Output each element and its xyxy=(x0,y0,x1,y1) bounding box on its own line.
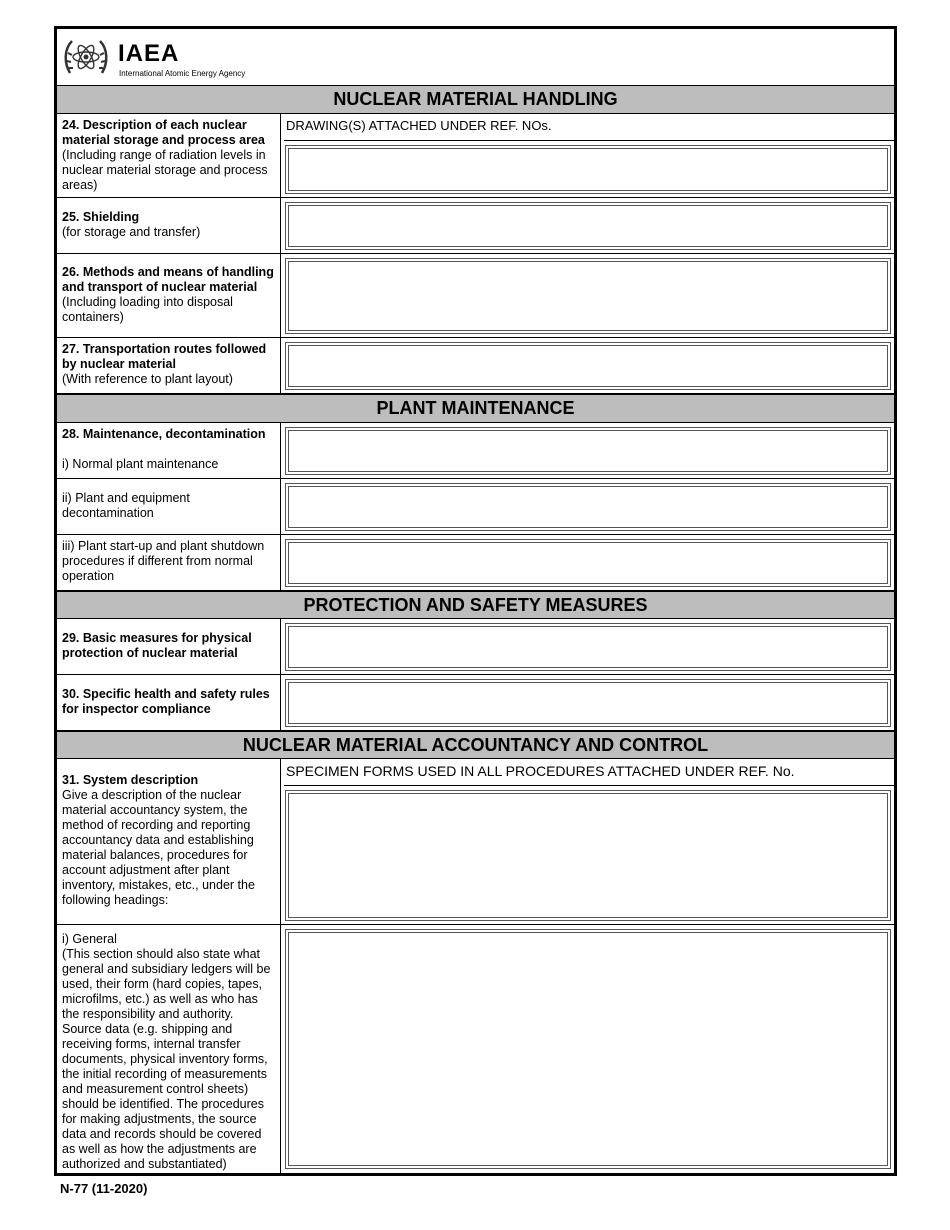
row-q28-ii xyxy=(57,479,894,535)
q27-desc: (With reference to plant layout) xyxy=(62,372,233,386)
label-q28-i xyxy=(57,423,281,478)
specimen-note: SPECIMEN FORMS USED IN ALL PROCEDURES ATTACHED UNDER REF. No. xyxy=(284,759,894,786)
q25-title: 25. Shielding xyxy=(62,210,140,224)
row-q29 xyxy=(57,619,894,675)
section-header-handling: NUCLEAR MATERIAL HANDLING xyxy=(57,85,894,114)
q29-input[interactable] xyxy=(285,623,891,671)
label-q28-ii xyxy=(57,479,281,534)
q27-title: 27. Transportation routes followed by nuclear material xyxy=(62,342,267,371)
q24-input[interactable] xyxy=(285,145,891,194)
row-q24 xyxy=(57,114,894,198)
row-q26 xyxy=(57,254,894,338)
q28-i-desc: i) Normal plant maintenance xyxy=(62,457,219,471)
q28-iii-desc: iii) Plant start-up and plant shutdown procedures if different from normal operation xyxy=(62,539,265,583)
row-q28-iii xyxy=(57,535,894,591)
q28-ii-input[interactable] xyxy=(285,483,891,531)
q28-i-input[interactable] xyxy=(285,427,891,475)
label-q29 xyxy=(57,619,281,674)
drawings-note: DRAWING(S) ATTACHED UNDER REF. NOs. xyxy=(284,114,894,141)
row-q28-i xyxy=(57,423,894,479)
label-q30 xyxy=(57,675,281,730)
q31-i-input[interactable] xyxy=(285,929,891,1169)
q26-input[interactable] xyxy=(285,258,891,334)
logo-text: IAEA xyxy=(118,40,180,67)
q31-desc: Give a description of the nuclear material accountancy system, the method of recording and reporting accountancy data and establishing material balances, procedures for account adjustment after plant inventory, mistakes, etc., under the following headings: xyxy=(62,788,255,907)
section-header-protection: PROTECTION AND SAFETY MEASURES xyxy=(57,591,894,619)
q30-title: 30. Specific health and safety rules for inspector compliance xyxy=(62,687,270,716)
q28-title: 28. Maintenance, decontamination xyxy=(62,427,266,441)
logo-row xyxy=(57,29,894,86)
row-q31 xyxy=(57,759,894,925)
q26-desc: (Including loading into disposal containers) xyxy=(62,295,233,324)
form xyxy=(54,26,897,1176)
label-q31 xyxy=(57,759,281,924)
q25-desc: (for storage and transfer) xyxy=(62,225,201,239)
q31-i-desc: (This section should also state what general and subsidiary ledgers will be used, their form (hard copies, tapes, microfilms, etc.) as well as who has the responsibility and authority. Source data (e.g. shipping and receiving forms, internal transfer documents, physical inventory forms, the initial recording of measurements and measurement control sheets) should be identified. The procedures for making adjustments, the source data and records should be covered as well as how the adjustments are authorized and substantiated) xyxy=(62,947,271,1171)
form-id: N-77 (11-2020) xyxy=(60,1181,148,1196)
q29-title: 29. Basic measures for physical protection of nuclear material xyxy=(62,631,252,660)
row-q31-i xyxy=(57,925,894,1173)
q28-iii-input[interactable] xyxy=(285,539,891,587)
q24-desc: (Including range of radiation levels in nuclear material storage and process areas) xyxy=(62,148,268,192)
q31-title: 31. System description xyxy=(62,773,199,787)
label-q27 xyxy=(57,338,281,393)
row-q27 xyxy=(57,338,894,394)
row-q30 xyxy=(57,675,894,731)
row-q25 xyxy=(57,198,894,254)
q26-title: 26. Methods and means of handling and transport of nuclear material xyxy=(62,265,274,294)
q31-input[interactable] xyxy=(285,790,891,921)
label-q28-iii xyxy=(57,535,281,590)
q28-ii-desc: ii) Plant and equipment decontamination xyxy=(62,491,190,520)
q27-input[interactable] xyxy=(285,342,891,390)
logo-subtitle: International Atomic Energy Agency xyxy=(119,69,246,78)
iaea-logo-icon xyxy=(62,33,110,81)
q25-input[interactable] xyxy=(285,202,891,250)
label-q24 xyxy=(57,114,281,197)
q30-input[interactable] xyxy=(285,679,891,727)
label-q25 xyxy=(57,198,281,253)
q31-i-title: i) General xyxy=(62,932,117,946)
section-header-accountancy: NUCLEAR MATERIAL ACCOUNTANCY AND CONTROL xyxy=(57,731,894,759)
label-q26 xyxy=(57,254,281,337)
q24-title: 24. Description of each nuclear material storage and process area xyxy=(62,118,265,147)
section-header-maintenance: PLANT MAINTENANCE xyxy=(57,394,894,423)
label-q31-i xyxy=(57,925,281,1173)
